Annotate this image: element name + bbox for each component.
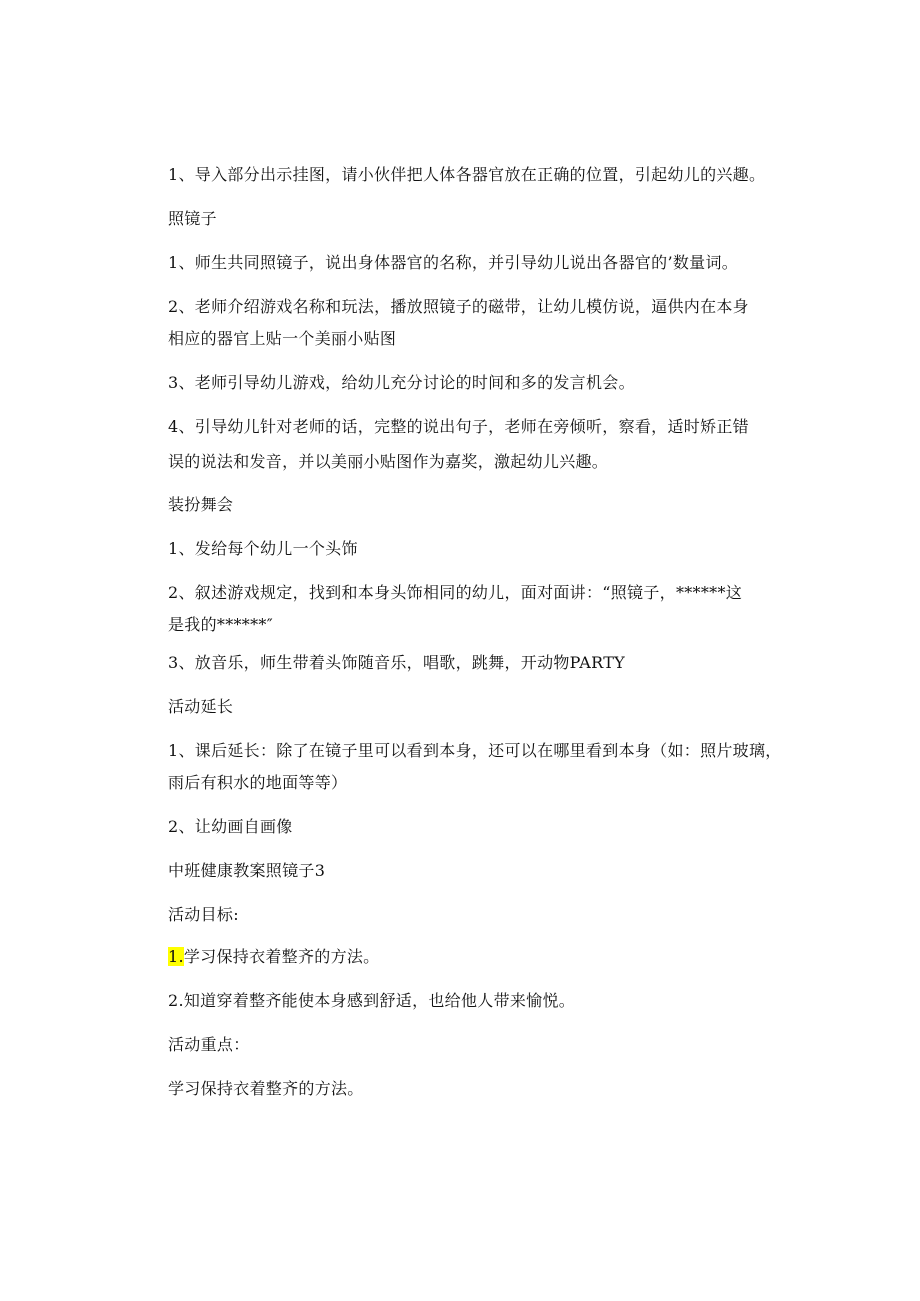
paragraph-goal-1 xyxy=(168,946,379,968)
paragraph-step-3: 3、老师引导幼儿游戏，给幼儿充分讨论的时间和多的发言机会。 xyxy=(168,373,635,392)
heading-dress-up-ball: 装扮舞会 xyxy=(168,495,234,514)
heading-extension: 活动延长 xyxy=(168,697,234,716)
paragraph-extension-2: 2、让幼画自画像 xyxy=(168,817,293,836)
paragraph-step-1: 1、师生共同照镜子，说出身体器官的名称，并引导幼儿说出各器官的’数量词。 xyxy=(168,253,739,272)
paragraph-step-4-line-1: 4、引导幼儿针对老师的话，完整的说出句子，老师在旁倾听，察看，适时矫正错 xyxy=(168,417,749,436)
paragraph-intro: 1、导入部分出示挂图，请小伙伴把人体各器官放在正确的位置，引起幼儿的兴趣。 xyxy=(168,165,766,184)
paragraph-extension-1-line-2: 雨后有积水的地面等等） xyxy=(168,773,348,792)
paragraph-ball-3: 3、放音乐，师生带着头饰随音乐，唱歌，跳舞，开动物PARTY xyxy=(168,653,626,672)
paragraph-ball-1: 1、发给每个幼儿一个头饰 xyxy=(168,539,358,558)
paragraph-ball-2-line-1: 2、叙述游戏规定，找到和本身头饰相同的幼儿，面对面讲：“照镜子，******这 xyxy=(168,583,743,602)
paragraph-step-4-line-2: 误的说法和发音，并以美丽小贴图作为嘉奖，激起幼儿兴趣。 xyxy=(168,452,609,471)
highlighted-number: 1. xyxy=(168,947,184,966)
paragraph-extension-1-line-1: 1、课后延长：除了在镜子里可以看到本身，还可以在哪里看到本身（如：照片玻璃， xyxy=(168,741,782,760)
paragraph-ball-2-line-2: 是我的******″ xyxy=(168,615,273,634)
heading-activity-goals: 活动目标: xyxy=(168,905,239,924)
heading-activity-focus: 活动重点： xyxy=(168,1035,250,1054)
paragraph-step-2-line-1: 2、老师介绍游戏名称和玩法，播放照镜子的磁带，让幼儿模仿说，逼供内在本身 xyxy=(168,297,749,316)
heading-mirror: 照镜子 xyxy=(168,209,217,228)
heading-lesson-3: 中班健康教案照镜子3 xyxy=(168,861,326,880)
paragraph-focus: 学习保持衣着整齐的方法。 xyxy=(168,1079,364,1098)
paragraph-step-2-line-2: 相应的器官上贴一个美丽小贴图 xyxy=(168,329,397,348)
goal-1-text: 学习保持衣着整齐的方法。 xyxy=(183,947,380,966)
paragraph-goal-2: 2.知道穿着整齐能使本身感到舒适，也给他人带来愉悦。 xyxy=(168,991,576,1010)
